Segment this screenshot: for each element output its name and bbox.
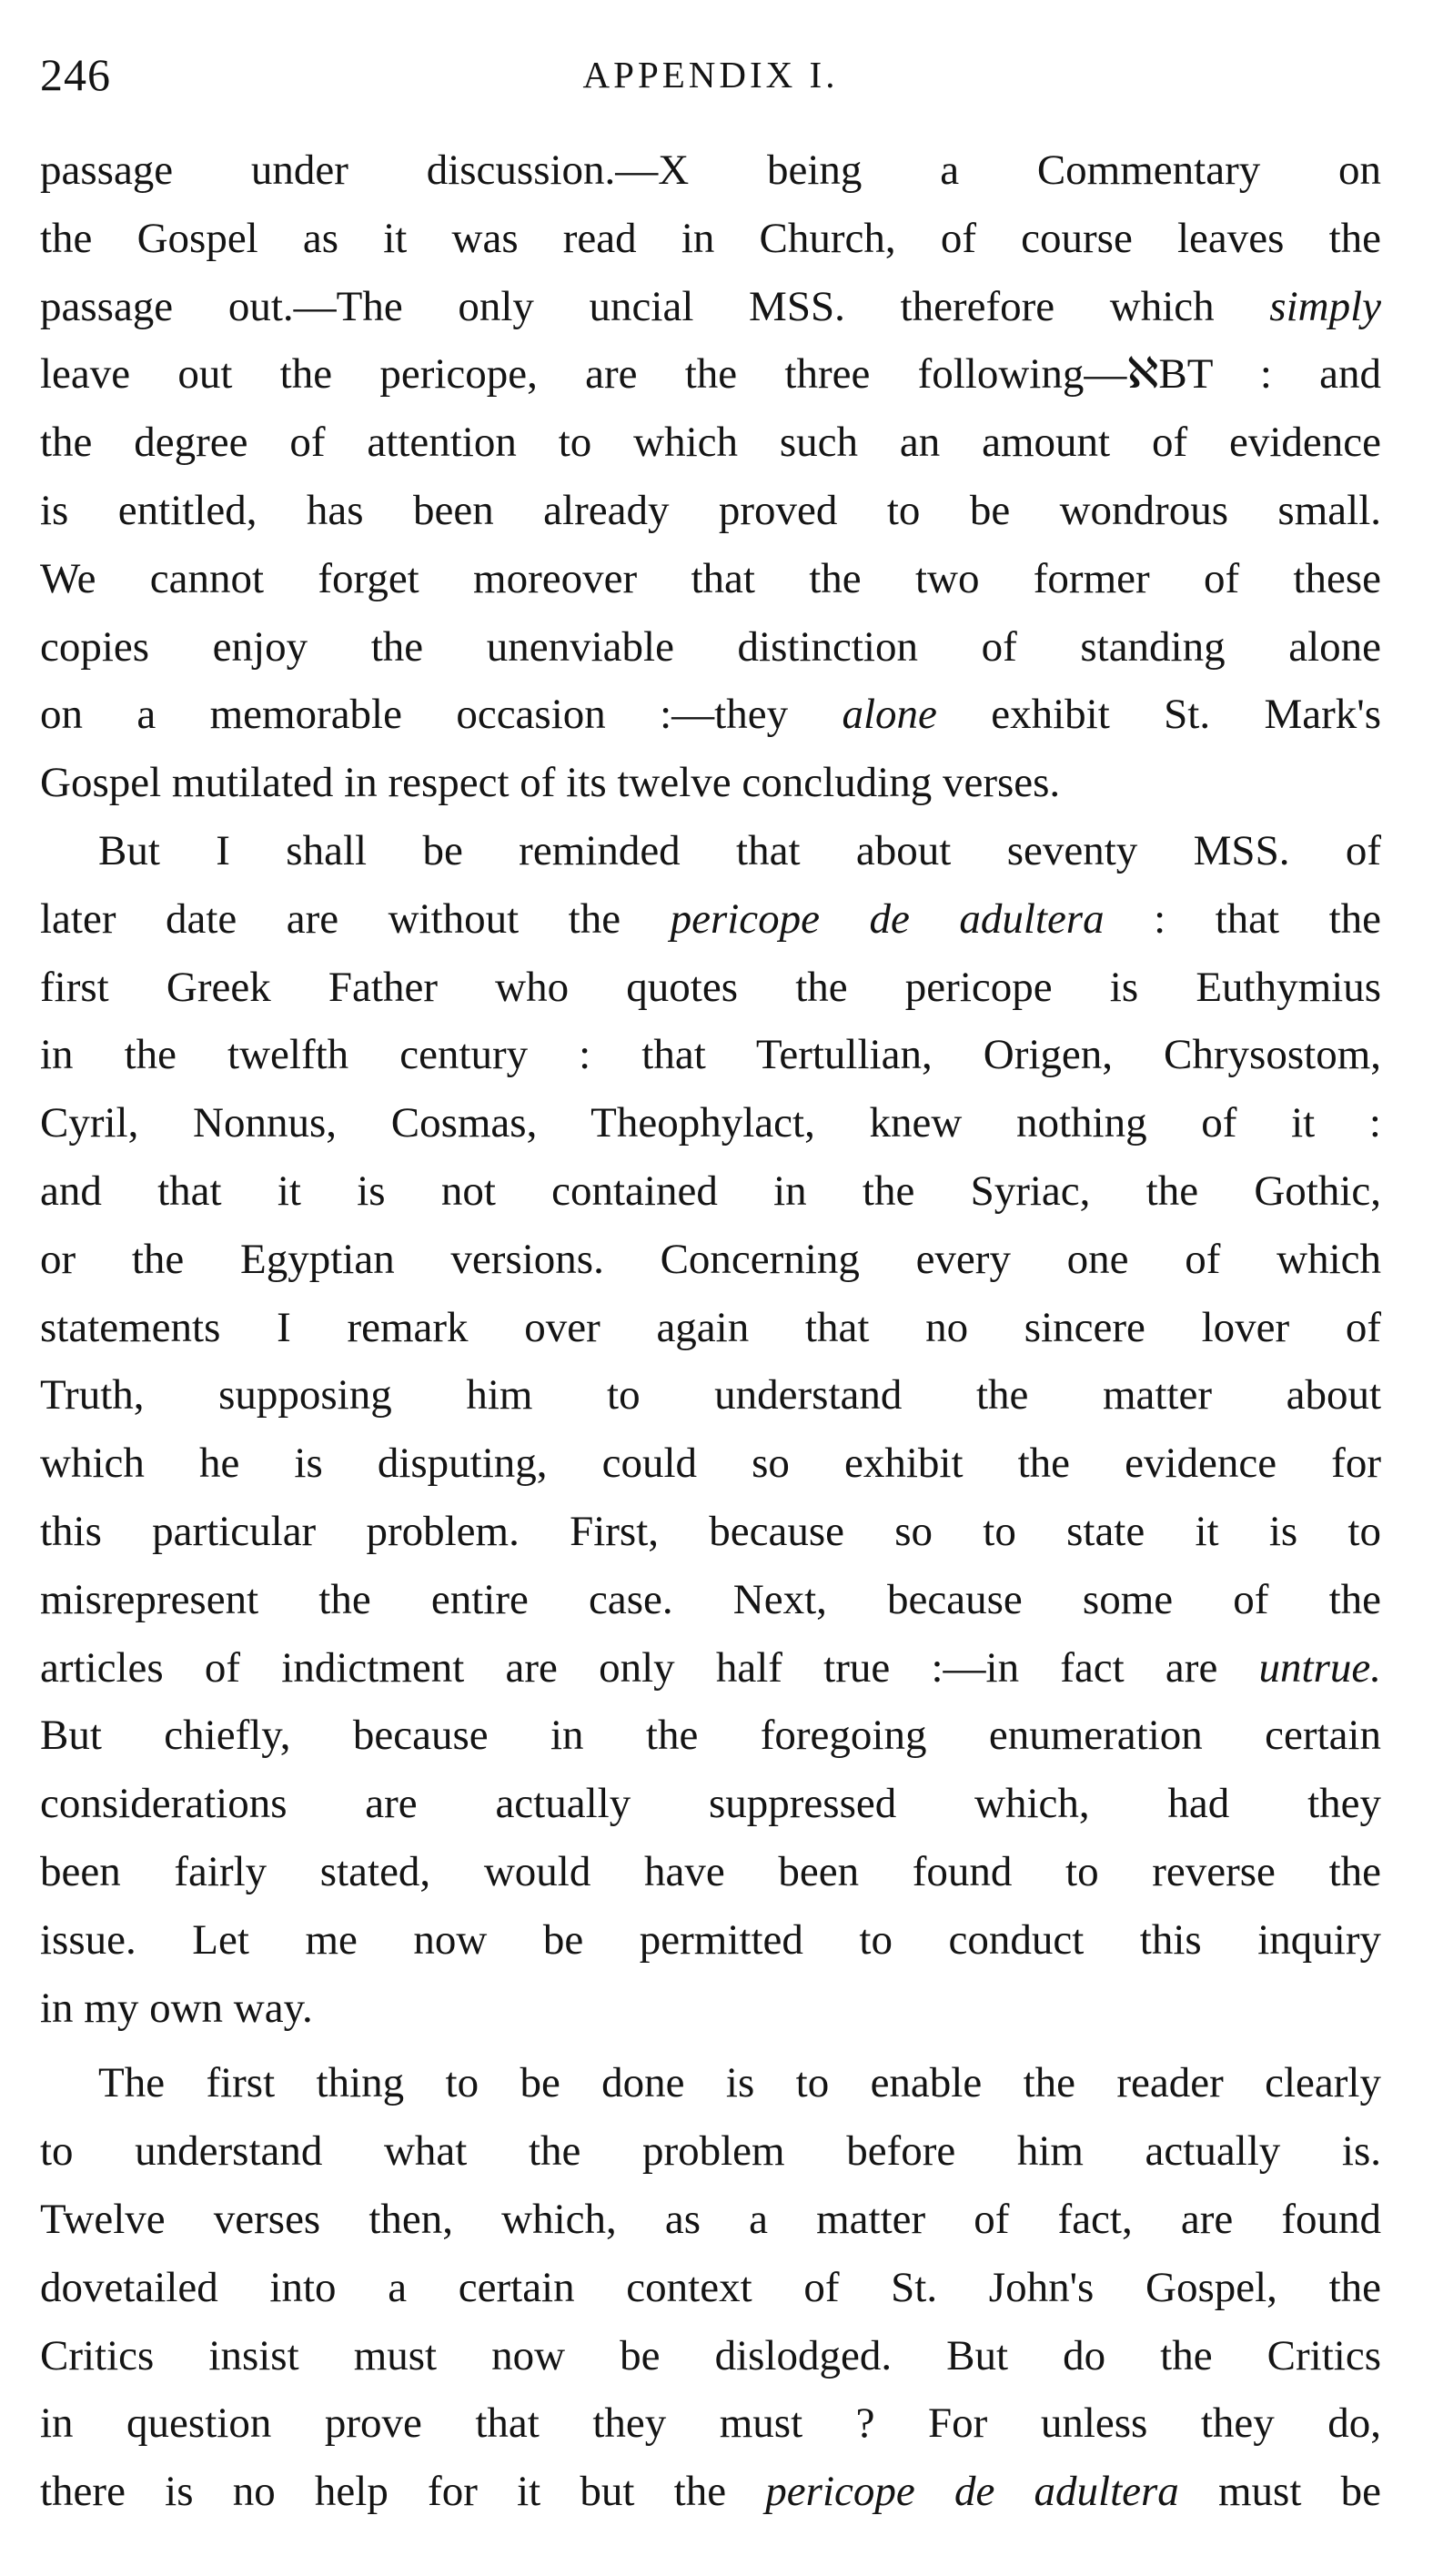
text-run: or the Egyptian versions. Concerning every one of which — [40, 1235, 1381, 1283]
text-run: : that the — [1104, 894, 1381, 943]
text-line — [40, 1770, 1381, 1838]
text-line — [40, 2186, 1381, 2254]
text-line — [40, 1361, 1381, 1429]
body-text — [40, 136, 1381, 2526]
text-run: is entitled, has been already proved to be wondrous small. — [40, 486, 1381, 534]
text-run: Cyril, Nonnus, Cosmas, Theophylact, knew nothing of it : — [40, 1099, 1381, 1147]
text-line — [40, 1566, 1381, 1634]
text-run: We cannot forget moreover that the two former of these — [40, 554, 1381, 602]
text-run: later date are without the — [40, 894, 671, 943]
text-line — [40, 1021, 1381, 1089]
text-run: which he is disputing, could so exhibit the evidence for — [40, 1440, 1381, 1488]
text-run: passage under discussion.—X being a Commentary on — [40, 146, 1381, 194]
text-line — [40, 1294, 1381, 1362]
text-run: But chiefly, because in the foregoing enumeration certain — [40, 1712, 1381, 1760]
text-line — [40, 136, 1381, 205]
text-run: passage out.—The only uncial MSS. therefore which — [40, 282, 1270, 330]
text-run: articles of indictment are only half true :—in fact are — [40, 1643, 1259, 1692]
text-run: issue. Let me now be permitted to conduct this inquiry — [40, 1915, 1381, 1964]
text-line — [40, 1702, 1381, 1770]
text-run: and that it is not contained in the Syriac, the Gothic, — [40, 1167, 1381, 1215]
text-line — [40, 2049, 1381, 2117]
text-line — [40, 409, 1381, 477]
italic-text: pericope de adultera — [670, 894, 1105, 943]
text-run: The first thing to be done is to enable the reader clearly — [98, 2059, 1381, 2107]
text-run: But I shall be reminded that about seventy MSS. of — [98, 826, 1381, 874]
text-run: in my own way. — [40, 1984, 313, 2032]
text-line — [40, 1226, 1381, 1294]
text-run: in question prove that they must ? For unless they do, — [40, 2399, 1381, 2448]
text-line — [40, 340, 1381, 409]
text-run: considerations are actually suppressed which, had they — [40, 1780, 1381, 1828]
page-number: 246 — [40, 49, 111, 100]
page-header — [40, 38, 1381, 111]
text-line — [40, 954, 1381, 1022]
text-line — [40, 2254, 1381, 2322]
text-line — [40, 681, 1381, 749]
text-run: Gospel mutilated in respect of its twelve concluding verses. — [40, 759, 1061, 807]
text-line — [40, 1838, 1381, 1906]
text-run: first Greek Father who quotes the pericope is Euthymius — [40, 963, 1381, 1011]
text-line — [40, 2117, 1381, 2186]
italic-text: pericope de adultera — [765, 2468, 1179, 2516]
text-line — [40, 885, 1381, 954]
text-run: there is no help for it but the — [40, 2468, 766, 2516]
text-run: leave out the pericope, are the three following—ℵBT : and — [40, 350, 1381, 399]
text-line — [40, 2322, 1381, 2390]
text-line — [40, 2458, 1381, 2526]
italic-text: alone — [842, 691, 937, 739]
text-line — [40, 545, 1381, 613]
text-line — [40, 273, 1381, 341]
italic-text: simply — [1269, 282, 1381, 330]
text-run: statements I remark over again that no sincere lover of — [40, 1303, 1381, 1351]
text-line — [40, 1498, 1381, 1566]
text-line — [40, 749, 1381, 817]
text-run: the degree of attention to which such an amount of evidence — [40, 419, 1381, 467]
text-run: dovetailed into a certain context of St. John's Gospel, the — [40, 2263, 1381, 2311]
text-run: Truth, supposing him to understand the matter about — [40, 1371, 1381, 1419]
text-run: on a memorable occasion :—they — [40, 691, 843, 739]
text-run: to understand what the problem before him actually is. — [40, 2127, 1381, 2176]
text-run: Twelve verses then, which, as a matter of fact, are found — [40, 2195, 1381, 2243]
text-run: been fairly stated, would have been found to reverse the — [40, 1847, 1381, 1895]
text-line — [40, 817, 1381, 885]
text-run: in the twelfth century : that Tertullian, Origen, Chrysostom, — [40, 1031, 1381, 1079]
italic-text: untrue. — [1258, 1643, 1381, 1692]
text-line — [40, 1089, 1381, 1157]
text-line — [40, 613, 1381, 682]
text-line — [40, 1157, 1381, 1226]
text-line — [40, 1429, 1381, 1498]
text-line — [40, 1634, 1381, 1702]
text-run: exhibit St. Mark's — [936, 691, 1382, 739]
text-run: the Gospel as it was read in Church, of course leaves the — [40, 214, 1381, 262]
text-line — [40, 205, 1381, 273]
text-run: copies enjoy the unenviable distinction of standing alone — [40, 622, 1381, 671]
text-run: Critics insist must now be dislodged. But do the Critics — [40, 2331, 1381, 2379]
text-line — [40, 477, 1381, 545]
running-head: APPENDIX I. — [582, 54, 839, 96]
text-line — [40, 2389, 1381, 2458]
text-run: misrepresent the entire case. Next, because some of the — [40, 1575, 1381, 1623]
text-run: this particular problem. First, because so to state it is to — [40, 1507, 1381, 1555]
text-run: must be — [1178, 2468, 1381, 2516]
text-line — [40, 1906, 1381, 1975]
text-line — [40, 1975, 1381, 2043]
